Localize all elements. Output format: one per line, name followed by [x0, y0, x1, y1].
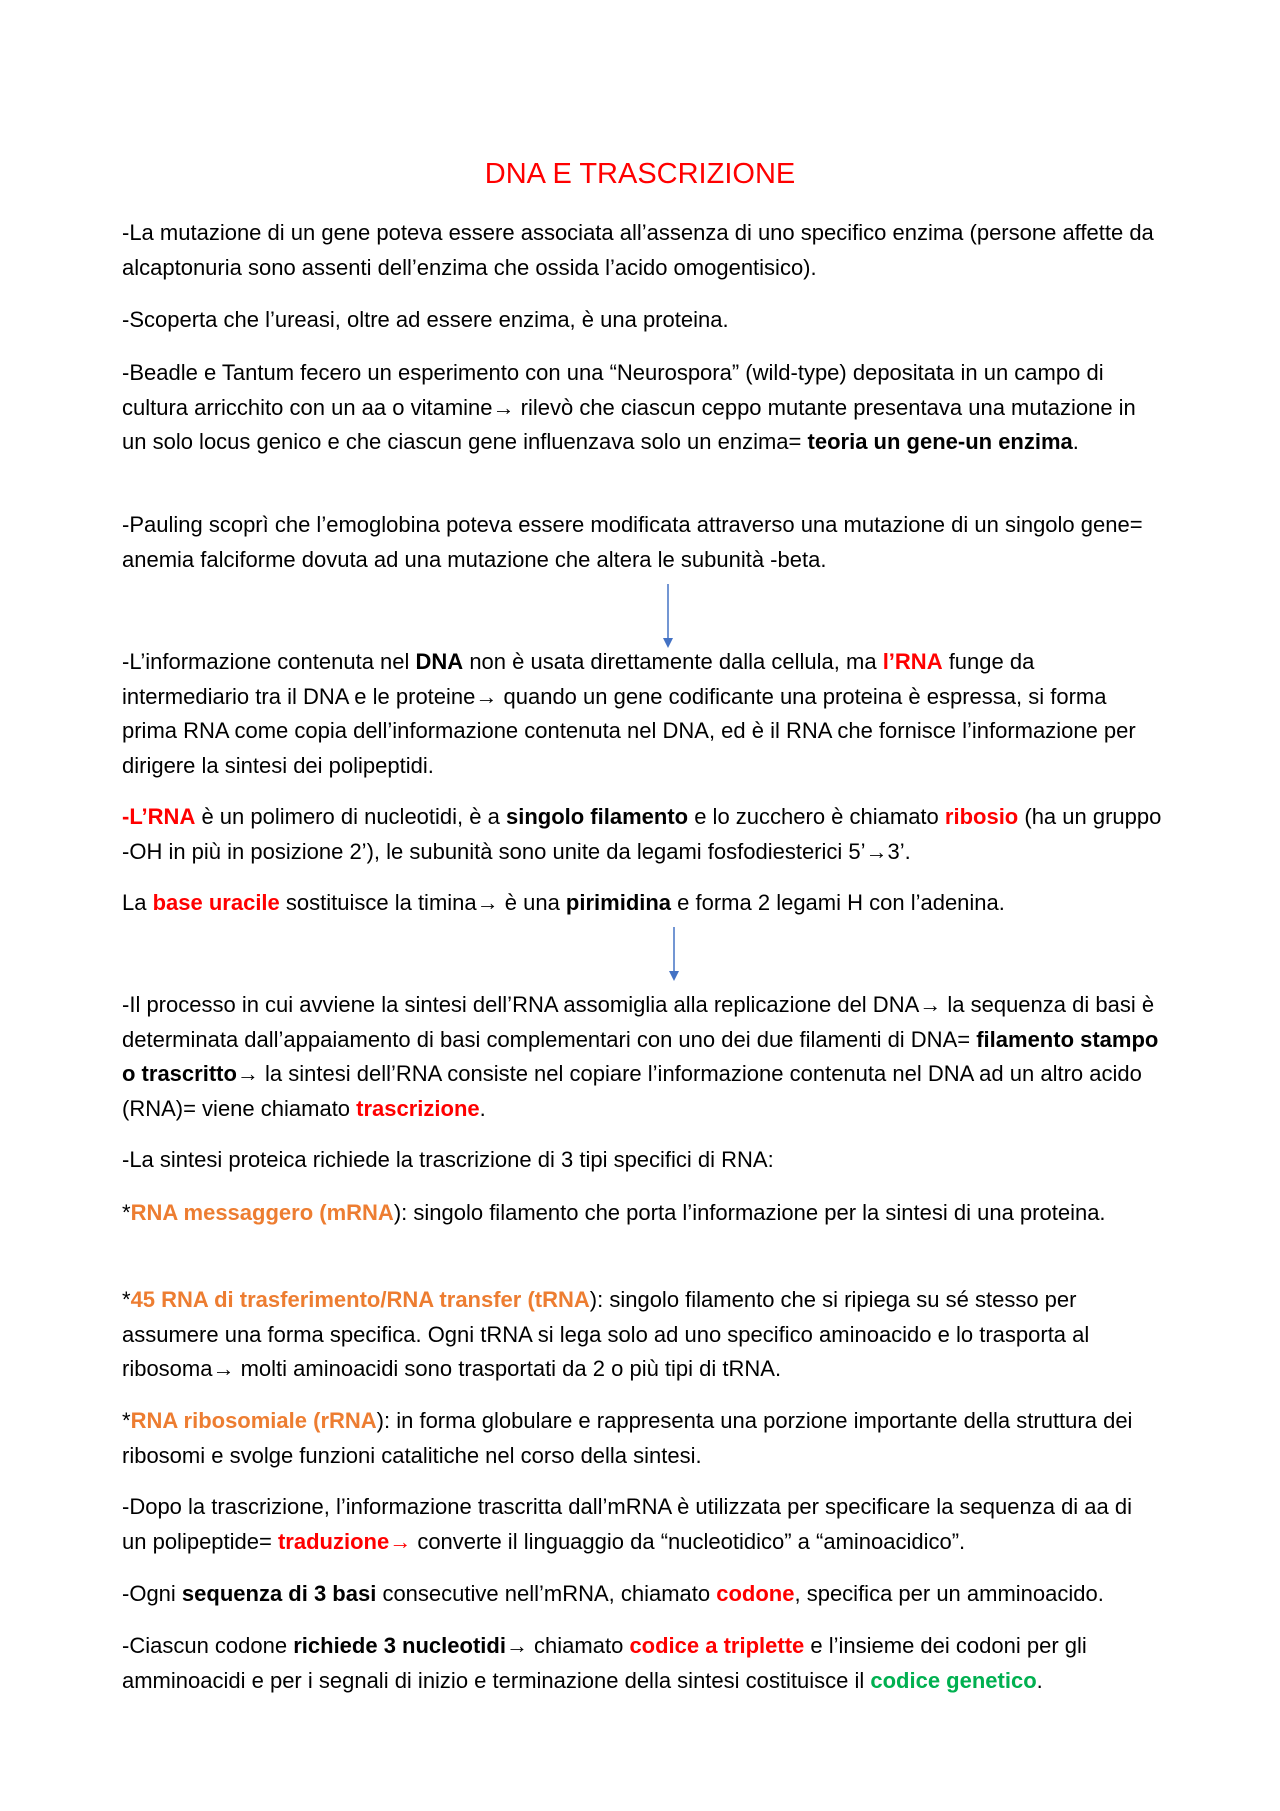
paragraph-rna-polimero: [122, 800, 1162, 869]
paragraph-text: sostituisce la timina→ è una: [279, 890, 566, 915]
paragraph-text: è un polimero di nucleotidi, è a: [195, 804, 506, 829]
paragraph-text: e lo zucchero è chiamato: [688, 804, 945, 829]
paragraph-text: e forma 2 legami H con l’adenina.: [671, 890, 1005, 915]
highlight-rrna: RNA ribosomiale (rRNA: [130, 1408, 377, 1433]
page-title: DNA E TRASCRIZIONE: [484, 158, 796, 190]
bold-term-3-nucleotidi: richiede 3 nucleotidi: [293, 1633, 506, 1658]
paragraph-text: -: [122, 804, 130, 829]
paragraph-codone: [122, 1577, 1162, 1612]
highlight-codone: codone: [716, 1581, 795, 1606]
paragraph-text: -La mutazione di un gene poteva essere associata all’assenza di uno specifico enzima (persone affette da alcaptonuria sono assenti dell’enzima che ossida l’acido omogentisico).: [122, 220, 1154, 280]
paragraph-informazione-dna: [122, 645, 1162, 783]
paragraph-text: La: [122, 890, 153, 915]
bold-term-pirimidina: pirimidina: [565, 890, 672, 915]
bold-term-teoria: teoria un gene-un enzima: [807, 429, 1073, 454]
paragraph-processo-sintesi: [122, 988, 1162, 1126]
paragraph-text: ): in forma globulare e rappresenta una porzione importante della struttura dei ribosomi e svolge funzioni catalitiche nel corso della sintesi.: [122, 1408, 1133, 1468]
paragraph-uracile: [122, 886, 1162, 921]
paragraph-text: -L’informazione contenuta nel: [122, 649, 416, 674]
paragraph-text: -Ogni: [122, 1581, 182, 1606]
highlight-ribosio: ribosio: [944, 804, 1019, 829]
down-arrow-icon: [658, 582, 678, 652]
paragraph-mutazione-enzima: [122, 216, 1162, 285]
paragraph-text: -Beadle e Tantum fecero un esperimento con una “Neurospora” (wild-type) depositata in un campo di cultura arricchito con un aa o vitamine→ rilevò che ciascun ceppo mutante presentava una mutazione in un solo locus genico e che ciascun gene influenzava solo un enzima=: [122, 360, 1136, 454]
paragraph-text: -La sintesi proteica richiede la trascrizione di 3 tipi specifici di RNA:: [122, 1147, 774, 1172]
paragraph-traduzione: [122, 1490, 1162, 1559]
paragraph-text: .: [1072, 429, 1079, 454]
bold-term-singolo-filamento: singolo filamento: [505, 804, 689, 829]
paragraph-text: .: [479, 1095, 486, 1121]
paragraph-text: → chiamato: [505, 1633, 630, 1658]
paragraph-text: *: [122, 1200, 131, 1225]
highlight-rna: l’RNA: [882, 649, 943, 674]
bold-term-dna: DNA: [415, 649, 464, 674]
paragraph-text: non è usata direttamente dalla cellula, ma: [463, 649, 883, 674]
highlight-trascrizione: trascrizione: [356, 1095, 480, 1121]
paragraph-text: ): singolo filamento che porta l’informazione per la sintesi di una proteina.: [393, 1200, 1106, 1225]
paragraph-text: funge da intermediario tra il DNA e le proteine→ quando un gene codificante una proteina è espressa, si forma prima RNA come copia dell’informazione contenuta nel DNA, ed è il RNA che fornisce l’informazione per dirigere la sintesi dei polipeptidi.: [122, 649, 1136, 778]
paragraph-trna: [122, 1283, 1162, 1387]
paragraph-pauling: [122, 508, 1162, 577]
highlight-codice-genetico: codice genetico: [870, 1667, 1037, 1693]
paragraph-text: e l’insieme dei codoni per gli amminoacidi e per i segnali di inizio e terminazione della sintesi costituisce il: [122, 1633, 1087, 1693]
paragraph-sintesi-proteica: [122, 1143, 1162, 1178]
paragraph-rrna: [122, 1404, 1162, 1473]
highlight-rna: L’RNA: [129, 804, 196, 829]
bold-term-filamento-stampo: filamento stampo o trascritto: [122, 1026, 1159, 1086]
paragraph-text: -Pauling scoprì che l’emoglobina poteva essere modificata attraverso una mutazione di un singolo gene= anemia falciforme dovuta ad una mutazione che altera le subunità -beta.: [122, 512, 1143, 572]
bold-term-sequenza-3-basi: sequenza di 3 basi: [181, 1581, 377, 1606]
paragraph-text: (ha un gruppo -OH in più in posizione 2’), le subunità sono unite da legami fosfodiesterici 5’→3’.: [122, 804, 1162, 864]
highlight-trna: 45 RNA di trasferimento/RNA transfer (tRNA: [130, 1287, 590, 1312]
highlight-traduzione: traduzione→: [277, 1528, 412, 1554]
paragraph-beadle-tantum: [122, 356, 1162, 460]
paragraph-text: *: [122, 1408, 131, 1433]
paragraph-text: -Scoperta che l’ureasi, oltre ad essere enzima, è una proteina.: [122, 307, 729, 332]
paragraph-codice-genetico: [122, 1629, 1162, 1698]
highlight-base-uracile: base uracile: [152, 890, 280, 915]
paragraph-mrna: [122, 1196, 1162, 1231]
paragraph-text: .: [1036, 1667, 1043, 1693]
paragraph-text: -Il processo in cui avviene la sintesi dell’RNA assomiglia alla replicazione del DNA→ la sequenza di basi è determinata dall’appaiamento di basi complementari con uno dei due filamenti di DNA=: [122, 992, 1155, 1052]
down-arrow-icon: [664, 925, 684, 985]
paragraph-text: , specifica per un amminoacido.: [794, 1581, 1104, 1606]
highlight-mrna: RNA messaggero (mRNA: [130, 1200, 394, 1225]
paragraph-text: consecutive nell’mRNA, chiamato: [376, 1581, 717, 1606]
paragraph-text: -Ciascun codone: [122, 1633, 294, 1658]
paragraph-text: *: [122, 1287, 131, 1312]
paragraph-text: ): singolo filamento che si ripiega su sé stesso per assumere una forma specifica. Ogni tRNA si lega solo ad uno specifico aminoacido e lo trasporta al ribosoma→ molti aminoacidi sono trasportati da 2 o più tipi di tRNA.: [122, 1287, 1090, 1381]
highlight-codice-triplette: codice a triplette: [629, 1633, 805, 1658]
paragraph-text: converte il linguaggio da “nucleotidico” a “aminoacidico”.: [411, 1528, 966, 1554]
paragraph-text: -Dopo la trascrizione, l’informazione trascritta dall’mRNA è utilizzata per specificare la sequenza di aa di un polipeptide=: [122, 1494, 1133, 1554]
paragraph-ureasi: [122, 303, 1162, 338]
paragraph-text: → la sintesi dell’RNA consiste nel copiare l’informazione contenuta nel DNA ad un altro acido (RNA)= viene chiamato: [122, 1061, 1142, 1121]
